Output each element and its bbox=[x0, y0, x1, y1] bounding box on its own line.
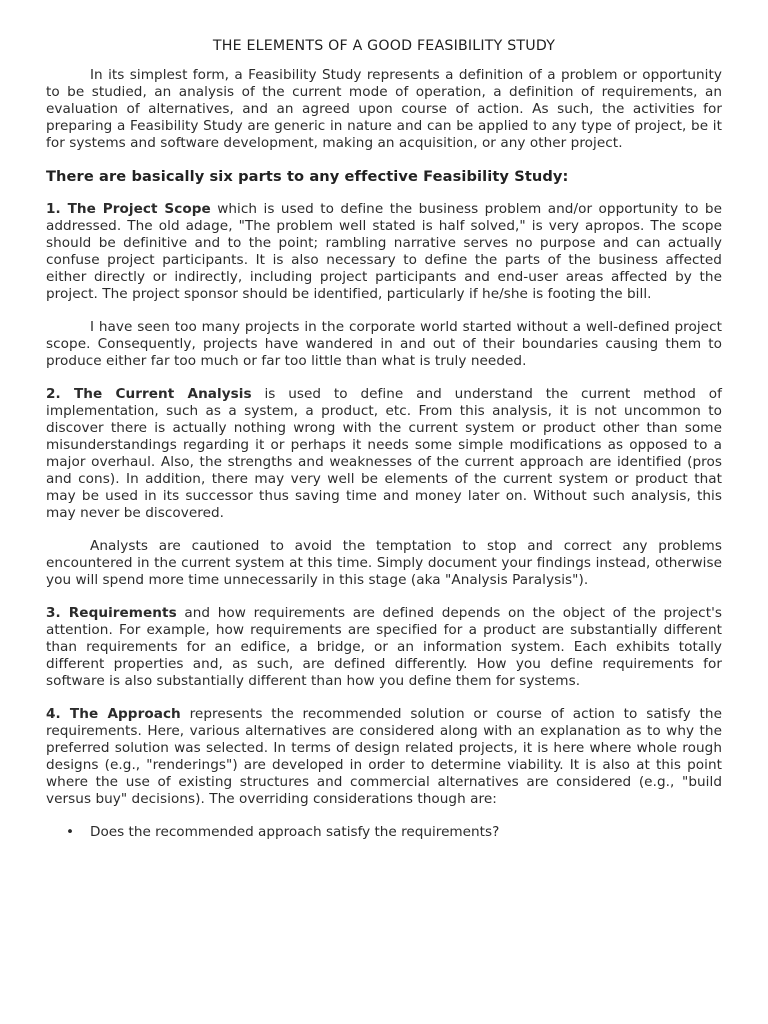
section-text-project-scope: which is used to define the business problem and/or opportunity to be addressed. The old adage, "The problem well stated is half solved," is very apropos. The scope should be definitive and to the point; rambling narrative serves no purpose and can actually confuse project participants. It is also necessary to define the parts of the business affected either directly or indirectly, including project participants and end-user areas affected by the project. The project sponsor should be identified, particularly if he/she is footing the bill. bbox=[46, 201, 722, 302]
section-project-scope bbox=[46, 201, 722, 303]
document-title: THE ELEMENTS OF A GOOD FEASIBILITY STUDY bbox=[212, 38, 556, 54]
list-item-text: Does the recommended approach satisfy the requirements? bbox=[90, 824, 500, 840]
current-analysis-followup: Analysts are cautioned to avoid the temptation to stop and correct any problems encountered in the current system at this time. Simply document your findings instead, otherwise you will spend more time unnecessarily in this stage (aka "Analysis Paralysis"). bbox=[46, 538, 722, 588]
six-parts-lead: There are basically six parts to any effective Feasibility Study: bbox=[46, 168, 569, 185]
section-current-analysis bbox=[46, 386, 722, 522]
section-heading-current-analysis: 2. The Current Analysis bbox=[46, 386, 252, 402]
considerations-list bbox=[46, 824, 722, 841]
section-approach bbox=[46, 706, 722, 808]
section-heading-approach: 4. The Approach bbox=[46, 706, 181, 722]
section-text-approach: represents the recommended solution or course of action to satisfy the requirements. Here, various alternatives are considered along with an explanation as to why the preferred solution was selected. In terms of design related projects, it is here where whole rough designs (e.g., "renderings") are developed in order to determine viability. It is also at this point where the use of existing structures and commercial alternatives are considered (e.g., "build versus buy" decisions). The overriding considerations though are: bbox=[46, 706, 722, 807]
project-scope-followup: I have seen too many projects in the corporate world started without a well-defined project scope. Consequently, projects have wandered in and out of their boundaries causing them to produce either far too much or far too little than what is truly needed. bbox=[46, 319, 722, 369]
section-heading-project-scope: 1. The Project Scope bbox=[46, 201, 211, 217]
list-item bbox=[66, 824, 722, 841]
section-text-current-analysis: is used to define and understand the current method of implementation, such as a system, a product, etc. From this analysis, it is not uncommon to discover there is actually nothing wrong with the current system or product other than some misunderstandings regarding it or perhaps it needs some simple modifications as opposed to a major overhaul. Also, the strengths and weaknesses of the current approach are identified (pros and cons). In addition, there may very well be elements of the current system or product that may be used in its successor thus saving time and money later on. Without such analysis, this may never be discovered. bbox=[46, 386, 722, 521]
intro-paragraph: In its simplest form, a Feasibility Study represents a definition of a problem or opportunity to be studied, an analysis of the current mode of operation, a definition of requirements, an evaluation of alternatives, and an agreed upon course of action. As such, the activities for preparing a Feasibility Study are generic in nature and can be applied to any type of project, be it for systems and software development, making an acquisition, or any other project. bbox=[46, 67, 722, 151]
section-requirements bbox=[46, 605, 722, 690]
section-heading-requirements: 3. Requirements bbox=[46, 605, 177, 621]
section-text-requirements: and how requirements are defined depends on the object of the project's attention. For example, how requirements are specified for a product are substantially different than requirements for an edifice, a bridge, or an information system. Each exhibits totally different properties and, as such, are defined differently. How you define requirements for software is also substantially different than how you define them for systems. bbox=[46, 605, 723, 689]
bullet-icon: • bbox=[66, 824, 75, 840]
